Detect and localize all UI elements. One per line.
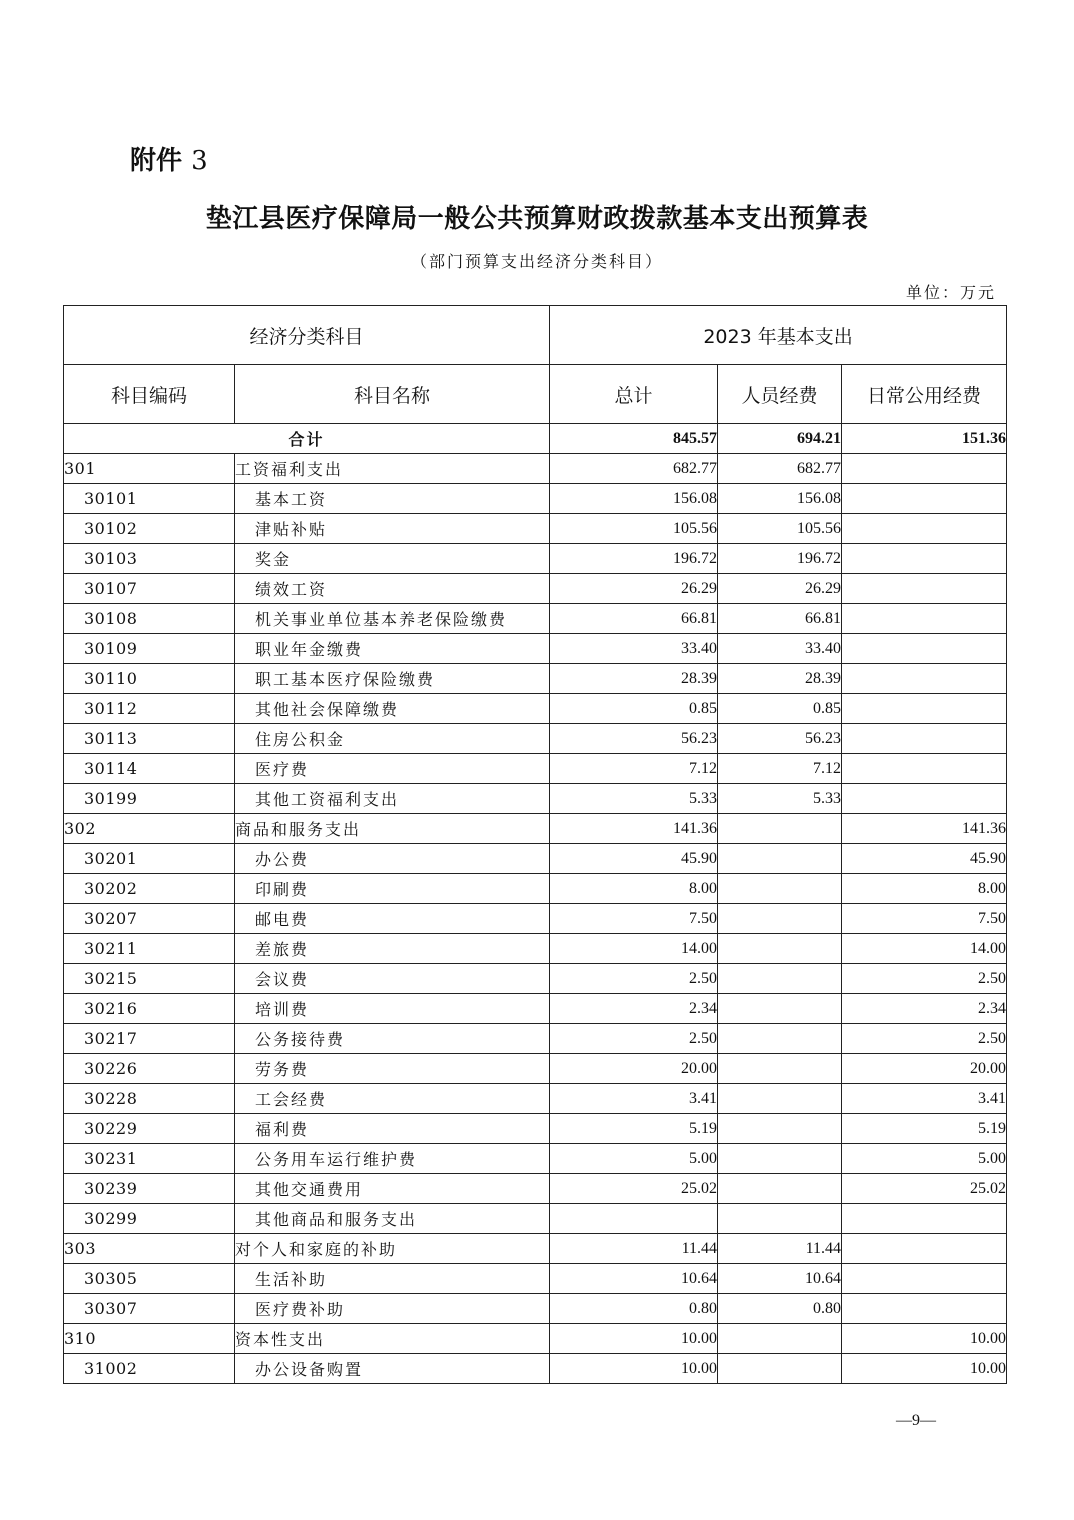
row-code: 302 <box>64 814 235 844</box>
row-personnel <box>718 1114 842 1144</box>
row-code: 30216 <box>64 994 235 1024</box>
table-row <box>64 874 1007 904</box>
row-code: 30103 <box>64 544 235 574</box>
row-total: 26.29 <box>550 574 718 604</box>
document-subtitle: （部门预算支出经济分类科目） <box>410 252 663 271</box>
row-public <box>842 1234 1007 1264</box>
row-total: 682.77 <box>550 454 718 484</box>
row-public <box>842 1264 1007 1294</box>
header-public: 日常公用经费 <box>842 365 1007 424</box>
row-name: 办公费 <box>235 844 550 874</box>
row-name: 职工基本医疗保险缴费 <box>235 664 550 694</box>
row-total: 156.08 <box>550 484 718 514</box>
row-total: 66.81 <box>550 604 718 634</box>
row-code: 30226 <box>64 1054 235 1084</box>
row-code: 310 <box>64 1324 235 1354</box>
row-personnel <box>718 934 842 964</box>
row-public <box>842 694 1007 724</box>
row-personnel: 0.80 <box>718 1294 842 1324</box>
row-public <box>842 514 1007 544</box>
table-row <box>64 694 1007 724</box>
table-row <box>64 664 1007 694</box>
row-code: 30215 <box>64 964 235 994</box>
row-total: 10.00 <box>550 1324 718 1354</box>
row-personnel: 0.85 <box>718 694 842 724</box>
row-public: 2.34 <box>842 994 1007 1024</box>
header-personnel: 人员经费 <box>718 365 842 424</box>
row-public <box>842 484 1007 514</box>
row-total: 45.90 <box>550 844 718 874</box>
row-public: 3.41 <box>842 1084 1007 1114</box>
row-name: 绩效工资 <box>235 574 550 604</box>
row-public: 2.50 <box>842 1024 1007 1054</box>
page-number: —9— <box>896 1412 936 1429</box>
row-total: 20.00 <box>550 1054 718 1084</box>
row-name: 其他商品和服务支出 <box>235 1204 550 1234</box>
row-personnel <box>718 814 842 844</box>
row-total: 33.40 <box>550 634 718 664</box>
table-row <box>64 784 1007 814</box>
row-code: 30305 <box>64 1264 235 1294</box>
row-personnel: 28.39 <box>718 664 842 694</box>
row-public: 5.00 <box>842 1144 1007 1174</box>
row-code: 30109 <box>64 634 235 664</box>
row-public <box>842 574 1007 604</box>
row-total: 14.00 <box>550 934 718 964</box>
row-personnel: 156.08 <box>718 484 842 514</box>
row-total: 0.80 <box>550 1294 718 1324</box>
row-public <box>842 724 1007 754</box>
table-row <box>64 964 1007 994</box>
unit-label: 单位：万元 <box>905 283 996 302</box>
table-row <box>64 724 1007 754</box>
row-personnel <box>718 844 842 874</box>
row-public: 141.36 <box>842 814 1007 844</box>
row-total: 0.85 <box>550 694 718 724</box>
row-name: 公务接待费 <box>235 1024 550 1054</box>
row-code: 30102 <box>64 514 235 544</box>
row-total: 11.44 <box>550 1234 718 1264</box>
table-row <box>64 1054 1007 1084</box>
row-personnel <box>718 994 842 1024</box>
row-public <box>842 1294 1007 1324</box>
header-basic-expenditure: 2023 年基本支出 <box>550 306 1007 365</box>
row-total: 196.72 <box>550 544 718 574</box>
table-row <box>64 1234 1007 1264</box>
row-code: 30114 <box>64 754 235 784</box>
row-total: 105.56 <box>550 514 718 544</box>
row-personnel: 10.64 <box>718 1264 842 1294</box>
table-row <box>64 754 1007 784</box>
row-name: 资本性支出 <box>235 1324 550 1354</box>
attachment-number: 3 <box>191 146 208 176</box>
row-name: 福利费 <box>235 1114 550 1144</box>
row-total: 25.02 <box>550 1174 718 1204</box>
table-row <box>64 904 1007 934</box>
row-public: 10.00 <box>842 1354 1007 1384</box>
table-row <box>64 514 1007 544</box>
table-row <box>64 1144 1007 1174</box>
table-row <box>64 994 1007 1024</box>
row-personnel: 196.72 <box>718 544 842 574</box>
row-code: 30299 <box>64 1204 235 1234</box>
attachment-text: 附件 <box>130 146 183 176</box>
row-code: 30217 <box>64 1024 235 1054</box>
row-total: 8.00 <box>550 874 718 904</box>
row-code: 301 <box>64 454 235 484</box>
row-name: 劳务费 <box>235 1054 550 1084</box>
row-code: 30228 <box>64 1084 235 1114</box>
row-total: 2.34 <box>550 994 718 1024</box>
table-row <box>64 634 1007 664</box>
total-sum: 845.57 <box>550 424 718 454</box>
row-name: 邮电费 <box>235 904 550 934</box>
row-code: 303 <box>64 1234 235 1264</box>
row-code: 30107 <box>64 574 235 604</box>
row-code: 30199 <box>64 784 235 814</box>
row-code: 30207 <box>64 904 235 934</box>
row-code: 30202 <box>64 874 235 904</box>
header-code: 科目编码 <box>64 365 235 424</box>
table-row <box>64 1264 1007 1294</box>
table-row <box>64 844 1007 874</box>
row-total: 5.19 <box>550 1114 718 1144</box>
row-total <box>550 1204 718 1234</box>
row-name: 差旅费 <box>235 934 550 964</box>
row-code: 31002 <box>64 1354 235 1384</box>
table-row <box>64 1324 1007 1354</box>
row-total: 10.64 <box>550 1264 718 1294</box>
row-public: 14.00 <box>842 934 1007 964</box>
document-title: 垫江县医疗保障局一般公共预算财政拨款基本支出预算表 <box>205 204 869 234</box>
row-name: 培训费 <box>235 994 550 1024</box>
table-row <box>64 934 1007 964</box>
row-public <box>842 664 1007 694</box>
table-row <box>64 1024 1007 1054</box>
row-code: 30211 <box>64 934 235 964</box>
total-public: 151.36 <box>842 424 1007 454</box>
row-public <box>842 544 1007 574</box>
row-personnel <box>718 1024 842 1054</box>
total-row <box>64 424 1007 454</box>
row-code: 30201 <box>64 844 235 874</box>
row-personnel: 33.40 <box>718 634 842 664</box>
row-public: 25.02 <box>842 1174 1007 1204</box>
table-row <box>64 604 1007 634</box>
row-total: 2.50 <box>550 1024 718 1054</box>
row-name: 生活补助 <box>235 1264 550 1294</box>
row-personnel: 5.33 <box>718 784 842 814</box>
row-total: 5.33 <box>550 784 718 814</box>
row-total: 5.00 <box>550 1144 718 1174</box>
row-name: 其他工资福利支出 <box>235 784 550 814</box>
row-personnel <box>718 1324 842 1354</box>
row-total: 141.36 <box>550 814 718 844</box>
row-personnel: 56.23 <box>718 724 842 754</box>
row-personnel <box>718 904 842 934</box>
row-personnel: 66.81 <box>718 604 842 634</box>
table-row <box>64 1204 1007 1234</box>
row-public <box>842 454 1007 484</box>
row-public <box>842 754 1007 784</box>
row-total: 10.00 <box>550 1354 718 1384</box>
row-name: 医疗费补助 <box>235 1294 550 1324</box>
row-personnel: 105.56 <box>718 514 842 544</box>
row-code: 30231 <box>64 1144 235 1174</box>
row-personnel <box>718 1084 842 1114</box>
table-row <box>64 1354 1007 1384</box>
row-name: 公务用车运行维护费 <box>235 1144 550 1174</box>
row-personnel <box>718 1204 842 1234</box>
table-row <box>64 814 1007 844</box>
row-personnel <box>718 1054 842 1084</box>
row-total: 2.50 <box>550 964 718 994</box>
row-name: 对个人和家庭的补助 <box>235 1234 550 1264</box>
table-row <box>64 1114 1007 1144</box>
total-personnel: 694.21 <box>718 424 842 454</box>
row-total: 56.23 <box>550 724 718 754</box>
row-name: 印刷费 <box>235 874 550 904</box>
row-public <box>842 604 1007 634</box>
row-name: 机关事业单位基本养老保险缴费 <box>235 604 550 634</box>
table-row <box>64 484 1007 514</box>
row-personnel: 7.12 <box>718 754 842 784</box>
table-row <box>64 1084 1007 1114</box>
row-public: 20.00 <box>842 1054 1007 1084</box>
row-code: 30229 <box>64 1114 235 1144</box>
table-row <box>64 1294 1007 1324</box>
row-public <box>842 1204 1007 1234</box>
row-name: 其他社会保障缴费 <box>235 694 550 724</box>
row-personnel <box>718 1174 842 1204</box>
row-code: 30239 <box>64 1174 235 1204</box>
row-name: 津贴补贴 <box>235 514 550 544</box>
row-name: 医疗费 <box>235 754 550 784</box>
row-name: 工资福利支出 <box>235 454 550 484</box>
row-name: 基本工资 <box>235 484 550 514</box>
row-public: 10.00 <box>842 1324 1007 1354</box>
row-name: 奖金 <box>235 544 550 574</box>
row-code: 30108 <box>64 604 235 634</box>
row-name: 其他交通费用 <box>235 1174 550 1204</box>
row-name: 职业年金缴费 <box>235 634 550 664</box>
row-name: 工会经费 <box>235 1084 550 1114</box>
row-personnel <box>718 1144 842 1174</box>
row-name: 商品和服务支出 <box>235 814 550 844</box>
row-code: 30101 <box>64 484 235 514</box>
header-economic-category: 经济分类科目 <box>64 306 550 365</box>
row-public <box>842 784 1007 814</box>
row-name: 住房公积金 <box>235 724 550 754</box>
row-personnel <box>718 1354 842 1384</box>
header-total: 总计 <box>550 365 718 424</box>
row-public <box>842 634 1007 664</box>
table-row <box>64 544 1007 574</box>
row-public: 7.50 <box>842 904 1007 934</box>
row-public: 5.19 <box>842 1114 1007 1144</box>
budget-table <box>63 305 1007 1384</box>
row-public: 45.90 <box>842 844 1007 874</box>
row-personnel: 682.77 <box>718 454 842 484</box>
row-code: 30110 <box>64 664 235 694</box>
row-personnel: 26.29 <box>718 574 842 604</box>
attachment-label <box>130 140 208 177</box>
header-name: 科目名称 <box>235 365 550 424</box>
row-total: 3.41 <box>550 1084 718 1114</box>
table-row <box>64 574 1007 604</box>
row-name: 办公设备购置 <box>235 1354 550 1384</box>
row-name: 会议费 <box>235 964 550 994</box>
row-total: 7.50 <box>550 904 718 934</box>
row-code: 30112 <box>64 694 235 724</box>
row-personnel: 11.44 <box>718 1234 842 1264</box>
row-code: 30113 <box>64 724 235 754</box>
total-label: 合计 <box>64 424 550 454</box>
row-total: 7.12 <box>550 754 718 784</box>
row-public: 2.50 <box>842 964 1007 994</box>
row-code: 30307 <box>64 1294 235 1324</box>
table-row <box>64 454 1007 484</box>
row-personnel <box>718 964 842 994</box>
row-personnel <box>718 874 842 904</box>
table-row <box>64 1174 1007 1204</box>
row-public: 8.00 <box>842 874 1007 904</box>
row-total: 28.39 <box>550 664 718 694</box>
